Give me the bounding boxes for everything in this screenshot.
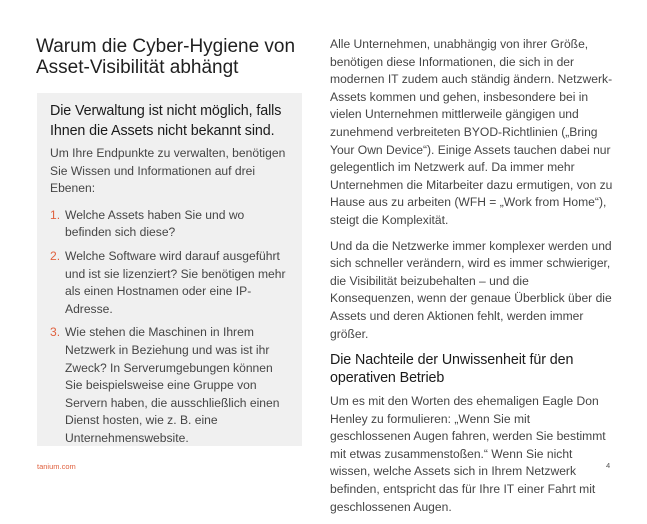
info-box — [37, 93, 302, 446]
box-intro: Um Ihre Endpunkte zu verwalten, benötigen Sie Wissen und Informationen auf drei Ebenen: — [50, 146, 286, 196]
list-number: 3. — [50, 325, 61, 340]
footer-site-link[interactable]: tanium.com — [37, 462, 76, 471]
list-number: 2. — [50, 248, 61, 263]
section-heading: Die Nachteile der Unwissenheit für den operativen Betrieb — [330, 352, 574, 387]
list-item — [50, 207, 290, 242]
list-text: Wie stehen die Maschinen in Ihrem Netzwerk in Beziehung und was ist ihr Zweck? In Serverumgebungen können Sie beispielsweise eine Gruppe von Servern haben, die ausschließlich einen Dienst hosten, wie z. B. eine Unternehmenswebsite. — [65, 325, 280, 445]
list-text: Welche Software wird darauf ausgeführt und ist sie lizenziert? Sie benötigen mehr als einen Hostnamen oder eine IP-Adresse. — [65, 248, 286, 316]
right-column — [330, 36, 614, 524]
numbered-list — [50, 207, 290, 448]
paragraph-intro: Alle Unternehmen, unabhängig von ihrer Größe, benötigen diese Informationen, die sich in der modernen IT zudem auch ständig ändern. Netzwerk-Assets kommen und gehen, insbesondere bei in vielen Unternehmen mittlerweile gängigen und zunehmend verbreiteten BYOD-Richtlinien („Bring Your Own Device“). Einige Assets tauchen dabei nur gelegentlich im Netzwerk auf. Da immer mehr Unternehmen die Mitarbeiter dazu ermutigen, von zu Hause aus zu arbeiten (WFH = „Work from Home“), steigt die Komplexität. — [330, 37, 613, 227]
paragraph-complexity: Und da die Netzwerke immer komplexer werden und sich schneller verändern, wird es immer schwieriger, die Visibilität beizubehalten – und die Konsequenzen, wenn der genaue Überblick über die Assets und deren Aktionen fehlt, werden immer größer. — [330, 238, 612, 341]
list-item — [50, 324, 290, 447]
page-title: Warum die Cyber-Hygiene von Asset-Visibilität abhängt — [36, 36, 296, 78]
box-heading: Die Verwaltung ist nicht möglich, falls Ihnen die Assets nicht bekannt sind. — [50, 103, 282, 139]
paragraph-quote: Um es mit den Worten des ehemaligen Eagle Don Henley zu formulieren: „Wenn Sie mit geschlossenen Augen fahren, werden Sie bestimmt mit etwas zusammenstoßen.“ Wenn Sie nicht wissen, welche Assets sich in Ihrem Netzwerk befinden, entspricht das für Ihre IT einer Fahrt mit geschlossenen Augen. — [330, 394, 606, 514]
page-number: 4 — [606, 461, 611, 470]
list-text: Welche Assets haben Sie und wo befinden sich diese? — [65, 207, 245, 240]
list-number: 1. — [50, 207, 61, 222]
list-item — [50, 248, 290, 318]
